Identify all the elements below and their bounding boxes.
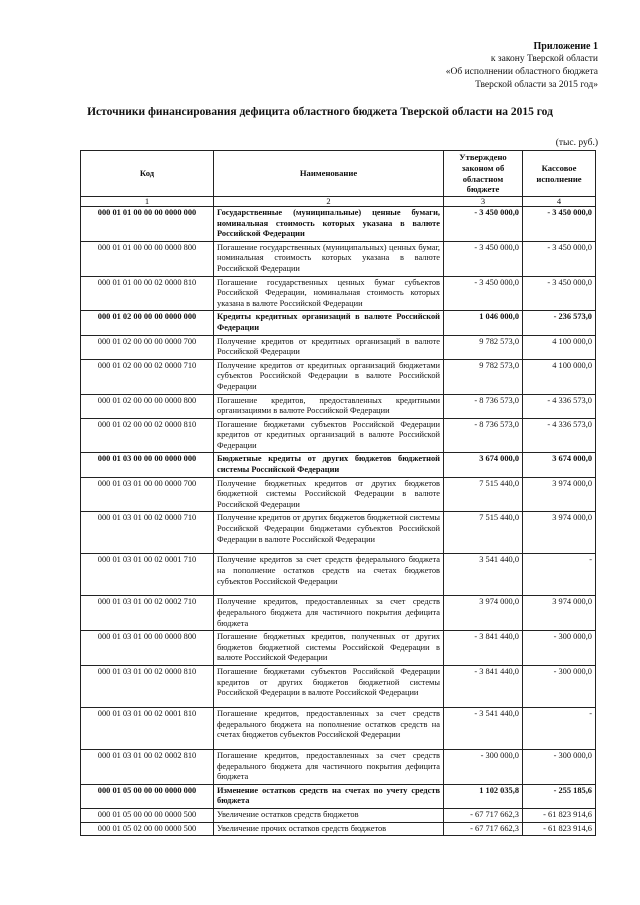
table-row (81, 453, 596, 477)
row-executed: 3 674 000,0 (523, 453, 596, 477)
row-executed: - 236 573,0 (523, 311, 596, 335)
row-executed: - 61 823 914,6 (523, 822, 596, 836)
table-row (81, 477, 596, 512)
row-approved: 7 515 440,0 (444, 477, 523, 512)
row-approved: - 300 000,0 (444, 750, 523, 785)
table-row (81, 631, 596, 666)
row-executed: - 3 450 000,0 (523, 276, 596, 311)
row-code: 000 01 02 00 00 00 0000 700 (81, 335, 214, 359)
row-approved: - 3 841 440,0 (444, 666, 523, 708)
header-approved: Утверждено законом об областном бюджете (444, 151, 523, 197)
row-code: 000 01 03 00 00 00 0000 000 (81, 453, 214, 477)
row-code: 000 01 03 01 00 00 0000 800 (81, 631, 214, 666)
row-name: Погашение кредитов, предоставленных за счет средств федерального бюджета на пополнение остатков средств на счетах бюджетов субъектов Российской Федерации (214, 708, 444, 750)
row-executed: - 4 336 573,0 (523, 418, 596, 453)
row-executed: - 255 185,6 (523, 784, 596, 808)
table-row (81, 394, 596, 418)
row-name: Государственные (муниципальные) ценные бумаги, номинальная стоимость которых указана в валюте Российской Федерации (214, 207, 444, 242)
row-name: Получение кредитов от кредитных организаций бюджетами субъектов Российской Федерации в валюте Российской Федерации (214, 359, 444, 394)
table-row (81, 666, 596, 708)
row-code: 000 01 05 00 00 00 0000 000 (81, 784, 214, 808)
row-code: 000 01 03 01 00 00 0000 700 (81, 477, 214, 512)
table-row (81, 784, 596, 808)
row-executed: - 3 450 000,0 (523, 241, 596, 276)
column-number: 2 (214, 197, 444, 207)
row-approved: - 67 717 662,3 (444, 822, 523, 836)
appendix-title: Приложение 1 (533, 41, 598, 52)
financing-sources-table (80, 150, 596, 836)
table-row (81, 596, 596, 631)
table-row (81, 311, 596, 335)
row-approved: 3 674 000,0 (444, 453, 523, 477)
table-row (81, 554, 596, 596)
row-name: Погашение государственных (муниципальных) ценных бумаг, номинальная стоимость которых указана в валюте Российской Федерации (214, 241, 444, 276)
row-code: 000 01 01 00 00 02 0000 810 (81, 276, 214, 311)
row-approved: 9 782 573,0 (444, 335, 523, 359)
row-code: 000 01 03 01 00 02 0001 710 (81, 554, 214, 596)
row-executed: - 300 000,0 (523, 666, 596, 708)
table-row (81, 750, 596, 785)
row-approved: 7 515 440,0 (444, 512, 523, 554)
row-executed: - (523, 708, 596, 750)
column-number: 3 (444, 197, 523, 207)
row-code: 000 01 02 00 00 02 0000 810 (81, 418, 214, 453)
row-code: 000 01 02 00 00 02 0000 710 (81, 359, 214, 394)
row-approved: 1 046 000,0 (444, 311, 523, 335)
row-name: Бюджетные кредиты от других бюджетов бюджетной системы Российской Федерации (214, 453, 444, 477)
row-code: 000 01 02 00 00 00 0000 800 (81, 394, 214, 418)
row-code: 000 01 01 00 00 00 0000 800 (81, 241, 214, 276)
header-executed: Кассовое исполнение (523, 151, 596, 197)
table-body (81, 207, 596, 836)
row-approved: - 67 717 662,3 (444, 808, 523, 822)
row-approved: - 8 736 573,0 (444, 418, 523, 453)
row-code: 000 01 03 01 00 02 0000 710 (81, 512, 214, 554)
table-row (81, 335, 596, 359)
row-code: 000 01 03 01 00 02 0000 810 (81, 666, 214, 708)
row-code: 000 01 03 01 00 02 0001 810 (81, 708, 214, 750)
table-row (81, 276, 596, 311)
table-row (81, 808, 596, 822)
table-row (81, 708, 596, 750)
row-approved: 9 782 573,0 (444, 359, 523, 394)
units-label: (тыс. руб.) (555, 138, 598, 148)
row-name: Получение кредитов за счет средств федерального бюджета на пополнение остатков средств на счетах бюджетов субъектов Российской Федерации (214, 554, 444, 596)
row-executed: 3 974 000,0 (523, 477, 596, 512)
row-approved: 1 102 035,8 (444, 784, 523, 808)
row-approved: - 3 541 440,0 (444, 708, 523, 750)
appendix-line: к закону Тверской области (490, 54, 598, 64)
column-number: 4 (523, 197, 596, 207)
row-code: 000 01 03 01 00 02 0002 810 (81, 750, 214, 785)
row-approved: - 3 841 440,0 (444, 631, 523, 666)
row-code: 000 01 01 00 00 00 0000 000 (81, 207, 214, 242)
header-code: Код (81, 151, 214, 197)
row-approved: - 8 736 573,0 (444, 394, 523, 418)
row-name: Получение бюджетных кредитов от других бюджетов бюджетной системы Российской Федерации в валюте Российской Федерации (214, 477, 444, 512)
row-code: 000 01 05 02 00 00 0000 500 (81, 822, 214, 836)
row-name: Погашение государственных ценных бумаг субъектов Российской Федерации, номинальная стоимость которых указана в валюте Российской Федерации (214, 276, 444, 311)
row-executed: - 300 000,0 (523, 631, 596, 666)
table-row (81, 241, 596, 276)
header-name: Наименование (214, 151, 444, 197)
row-name: Кредиты кредитных организаций в валюте Российской Федерации (214, 311, 444, 335)
table-row (81, 207, 596, 242)
table-row (81, 512, 596, 554)
row-executed: 4 100 000,0 (523, 359, 596, 394)
row-executed: - 61 823 914,6 (523, 808, 596, 822)
row-code: 000 01 05 00 00 00 0000 500 (81, 808, 214, 822)
row-approved: 3 974 000,0 (444, 596, 523, 631)
appendix-line: Тверской области за 2015 год» (475, 80, 598, 90)
row-name: Погашение кредитов, предоставленных за счет средств федерального бюджета для частичного покрытия дефицита бюджета (214, 750, 444, 785)
row-name: Погашение бюджетами субъектов Российской Федерации кредитов от других бюджетов бюджетной системы Российской Федерации в валюте Российской Федерации (214, 666, 444, 708)
row-name: Погашение бюджетами субъектов Российской Федерации кредитов от кредитных организаций в валюте Российской Федерации (214, 418, 444, 453)
column-number: 1 (81, 197, 214, 207)
row-approved: - 3 450 000,0 (444, 276, 523, 311)
row-name: Увеличение прочих остатков средств бюджетов (214, 822, 444, 836)
row-executed: 3 974 000,0 (523, 596, 596, 631)
row-executed: 3 974 000,0 (523, 512, 596, 554)
table-row (81, 359, 596, 394)
row-name: Получение кредитов, предоставленных за счет средств федерального бюджета для частичного покрытия дефицита бюджета (214, 596, 444, 631)
row-name: Погашение бюджетных кредитов, полученных от других бюджетов бюджетной системы Российской Федерации в валюте Российской Федерации (214, 631, 444, 666)
row-executed: - 300 000,0 (523, 750, 596, 785)
appendix-line: «Об исполнении областного бюджета (445, 67, 598, 77)
row-name: Получение кредитов от других бюджетов бюджетной системы Российской Федерации бюджетами субъектов Российской Федерации в валюте Российской Федерации (214, 512, 444, 554)
row-name: Увеличение остатков средств бюджетов (214, 808, 444, 822)
row-approved: - 3 450 000,0 (444, 207, 523, 242)
row-name: Погашение кредитов, предоставленных кредитными организациями в валюте Российской Федерации (214, 394, 444, 418)
row-code: 000 01 03 01 00 02 0002 710 (81, 596, 214, 631)
table-row (81, 822, 596, 836)
row-approved: - 3 450 000,0 (444, 241, 523, 276)
row-approved: 3 541 440,0 (444, 554, 523, 596)
table-row (81, 418, 596, 453)
appendix-block (446, 40, 598, 92)
row-name: Получение кредитов от кредитных организаций в валюте Российской Федерации (214, 335, 444, 359)
row-name: Изменение остатков средств на счетах по учету средств бюджета (214, 784, 444, 808)
row-executed: - (523, 554, 596, 596)
document-title: Источники финансирования дефицита областного бюджета Тверской области на 2015 год (87, 106, 553, 118)
row-code: 000 01 02 00 00 00 0000 000 (81, 311, 214, 335)
row-executed: 4 100 000,0 (523, 335, 596, 359)
row-executed: - 4 336 573,0 (523, 394, 596, 418)
row-executed: - 3 450 000,0 (523, 207, 596, 242)
